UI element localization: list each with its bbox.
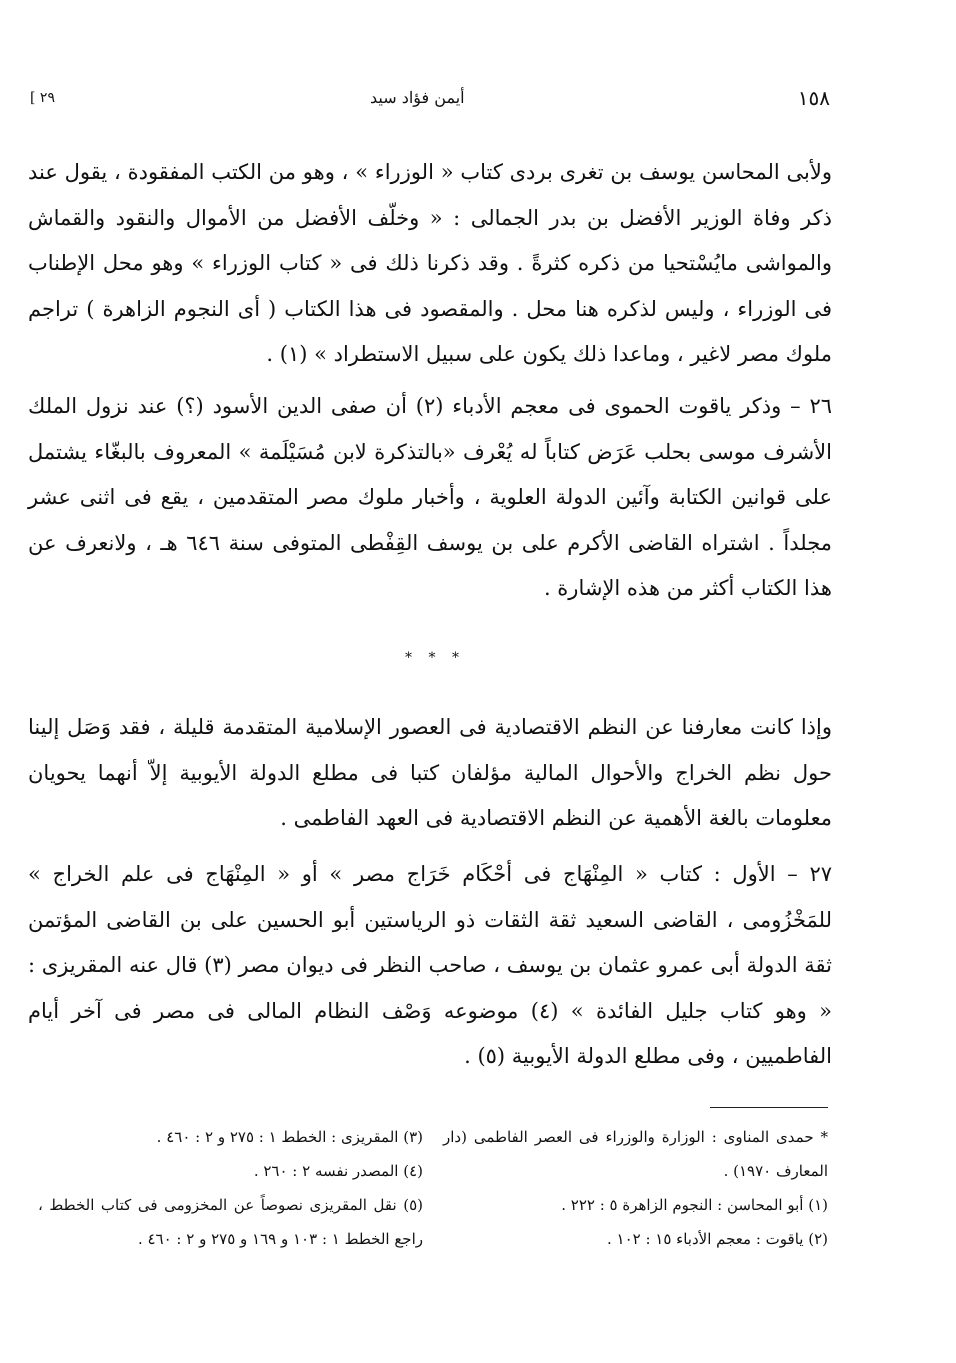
paragraph-27-minhaj: ٢٧ – الأول : كتاب « المِنْهَاج فى أحْكَام خَرَاج مصر » أو « المِنْهَاج فى علم الخراج » للمَخْزُومى ، القاضى السعيد ثقة الثقات ذو الرياستين أبو الحسين على بن القاضى المؤتمن ثقة الدولة أبى عمرو عثمان بن يوسف ، صاحب النظر فى ديوان مصر (٣) قال عنه المقريزى : « وهو كتاب جليل الفائدة » (٤) موضوعه وَصْف النظام المالى فى مصر فى آخر أيام الفاطميين ، وفى مطلع الدولة الأيوبية (٥) . [28, 862, 833, 1068]
footnote-2: (٢) ياقوت : معجم الأدباء ١٥ : ١٠٢ . [606, 1230, 828, 1248]
footnote-5: (٥) نقل المقريزى نصوصاً عن المخزومى فى كتاب الخطط ، راجع الخطط ١ : ١٠٣ و ١٦٩ و ٢٧٥ و ٢ : ٤٦٠ . [38, 1196, 423, 1248]
paragraph-26-yaqut: ٢٦ – وذكر ياقوت الحموى فى معجم الأدباء (٢) أن صفى الدين الأسود (؟) عند نزول الملك الأشرف موسى بحلب عَرَض كتاباً له يُعْرف «بالتذكرة لابن مُسَيْلَمة » المعروف بالبغّاء يشتمل على قوانين الكتابة وآئين الدولة العلوية ، وأخبار ملوك مصر المتقدمين ، يقع فى اثنى عشر مجلداً . اشتراه القاضى الأكرم على بن يوسف القِفْطى المتوفى سنة ٦٤٦ هـ ، ولانعرف عن هذا الكتاب أكثر من هذه الإشارة . [28, 394, 832, 600]
section-mark: [ ٢٩ [30, 90, 55, 106]
footnote-4: (٤) المصدر نفسه ٢ : ٢٦٠ . [253, 1162, 423, 1180]
footnote-rule [710, 1107, 828, 1108]
footnote-3: (٣) المقريزى : الخطط ١ : ٢٧٥ و ٢ : ٤٦٠ . [156, 1128, 423, 1146]
footnotes-right-column [443, 1120, 828, 1256]
paragraph-economic-systems: وإذا كانت معارفنا عن النظم الاقتصادية فى العصور الإسلامية المتقدمة قليلة ، فقد وَصَل إلينا حول نظم الخراج والأحوال المالية مؤلفان كتبا فى مطلع الدولة الأيوبية إلاّ أنهما يحويان معلومات بالغة الأهمية عن النظم الاقتصادية فى العهد الفاطمى . [28, 715, 832, 830]
page-number: ١٥٨ [797, 86, 830, 110]
running-head-author: أيمن فؤاد سيد [370, 88, 465, 107]
paragraph-abu-al-mahasin: ولأبى المحاسن يوسف بن تغرى بردى كتاب « الوزراء » ، وهو من الكتب المفقودة ، يقول عند ذكر وفاة الوزير الأفضل بن بدر الجمالى : « وخلّف الأفضل من الأموال والنقود والقماش والمواشى مايُسْتحيا من ذكره كثرةً . وقد ذكرنا ذلك فى « كتاب الوزراء » وهو محل الإطناب فى الوزراء ، وليس لذكره هنا محل . والمقصود فى هذا الكتاب ( أى النجوم الزاهرة ) تراجم ملوك مصر لاغير ، وماعدا ذلك يكون على سبيل الاستطراد » (١) . [28, 160, 832, 366]
footnotes-left-column [38, 1120, 423, 1256]
page-header [30, 86, 830, 116]
footnote-star: * حمدى المناوى : الوزارة والوزراء فى العصر الفاطمى (دار المعارف ١٩٧٠) . [443, 1128, 828, 1180]
footnote-1: (١) أبو المحاسن : النجوم الزاهرة ٥ : ٢٢٢ . [561, 1196, 828, 1214]
section-divider-stars: * * * [405, 650, 465, 666]
